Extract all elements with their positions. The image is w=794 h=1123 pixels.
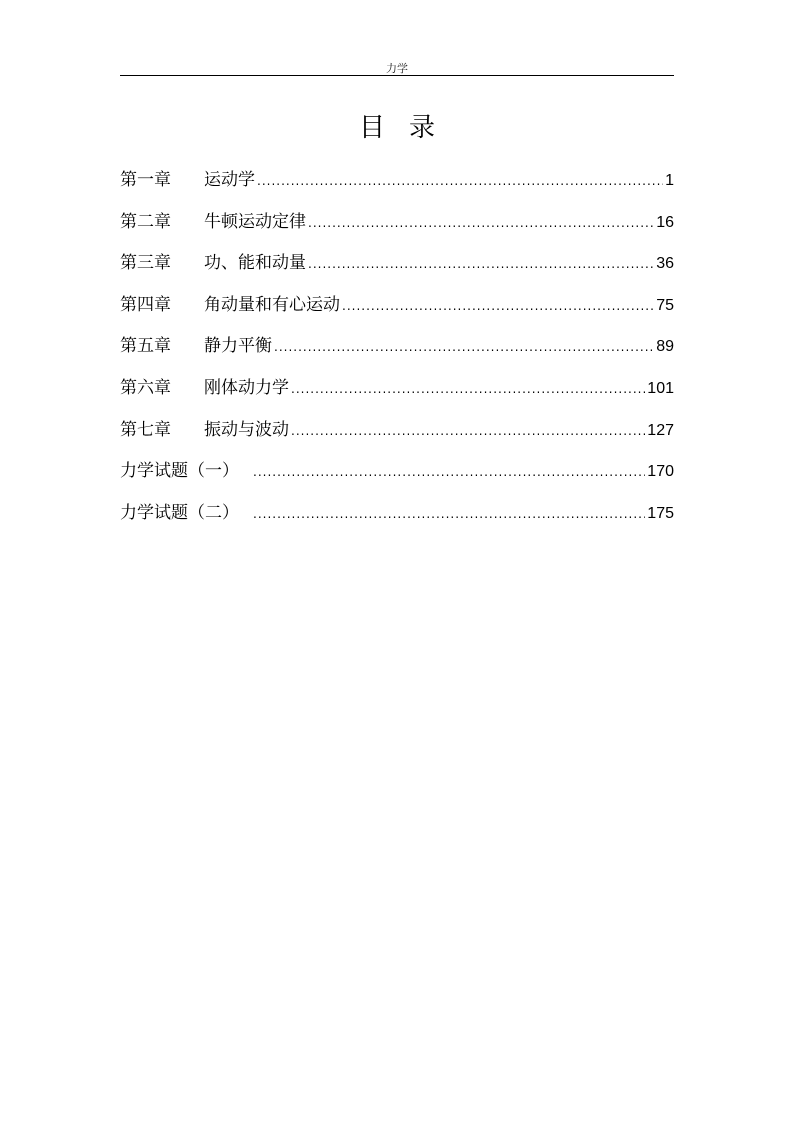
toc-entry-title: 运动学: [204, 170, 255, 190]
toc-entry-exam-2[interactable]: [120, 495, 674, 537]
toc-chapter-label: 第五章: [120, 336, 171, 357]
toc-entry-title: 振动与波动: [204, 419, 289, 440]
toc-entry-chapter-4[interactable]: [120, 287, 674, 329]
toc-page-number: 101: [647, 379, 674, 397]
toc-entry-title: 力学试题（一）: [120, 461, 239, 482]
toc-entry-title: 刚体动力学: [204, 377, 289, 398]
toc-chapter-label: 第七章: [120, 419, 171, 440]
toc-dot-leader: [257, 163, 663, 199]
toc-chapter-label: 第三章: [120, 253, 171, 274]
toc-entry-chapter-5[interactable]: [120, 328, 674, 370]
toc-entry-exam-1[interactable]: [120, 453, 674, 495]
toc-page-number: 1: [665, 172, 674, 189]
toc-entry-title: 功、能和动量: [204, 253, 306, 274]
toc-page-number: 16: [656, 213, 674, 231]
toc-entry-chapter-6[interactable]: [120, 370, 674, 412]
toc-chapter-label: 第六章: [120, 377, 171, 398]
toc-entry-title: 角动量和有心运动: [204, 294, 340, 315]
toc-dot-leader: [308, 205, 654, 241]
toc-page-number: 127: [647, 421, 674, 439]
toc-dot-leader: [342, 288, 654, 324]
toc-entry-title: 静力平衡: [204, 336, 272, 357]
toc-dot-leader: [253, 454, 645, 490]
header-text: 力学: [386, 62, 408, 75]
toc-entry-chapter-7[interactable]: [120, 412, 674, 454]
toc-page-number: 175: [647, 504, 674, 522]
toc-page-number: 36: [656, 255, 674, 273]
toc-page-number: 89: [656, 338, 674, 356]
toc-page-number: 170: [647, 463, 674, 481]
page-header: [120, 57, 674, 76]
toc-dot-leader: [291, 371, 645, 407]
toc-dot-leader: [253, 496, 645, 532]
toc-chapter-label: 第二章: [120, 211, 171, 232]
toc-dot-leader: [274, 329, 654, 365]
toc-entry-chapter-1[interactable]: [120, 162, 674, 204]
toc-entry-chapter-3[interactable]: [120, 245, 674, 287]
toc-list: [120, 162, 674, 536]
toc-entry-chapter-2[interactable]: [120, 204, 674, 246]
toc-entry-title: 力学试题（二）: [120, 502, 239, 523]
toc-chapter-label: 第四章: [120, 294, 171, 315]
toc-entry-title: 牛顿运动定律: [204, 211, 306, 232]
toc-dot-leader: [291, 413, 645, 449]
toc-title: 目录: [358, 113, 459, 143]
toc-dot-leader: [308, 246, 654, 282]
toc-chapter-label: 第一章: [120, 170, 171, 190]
toc-page-number: 75: [656, 296, 674, 314]
